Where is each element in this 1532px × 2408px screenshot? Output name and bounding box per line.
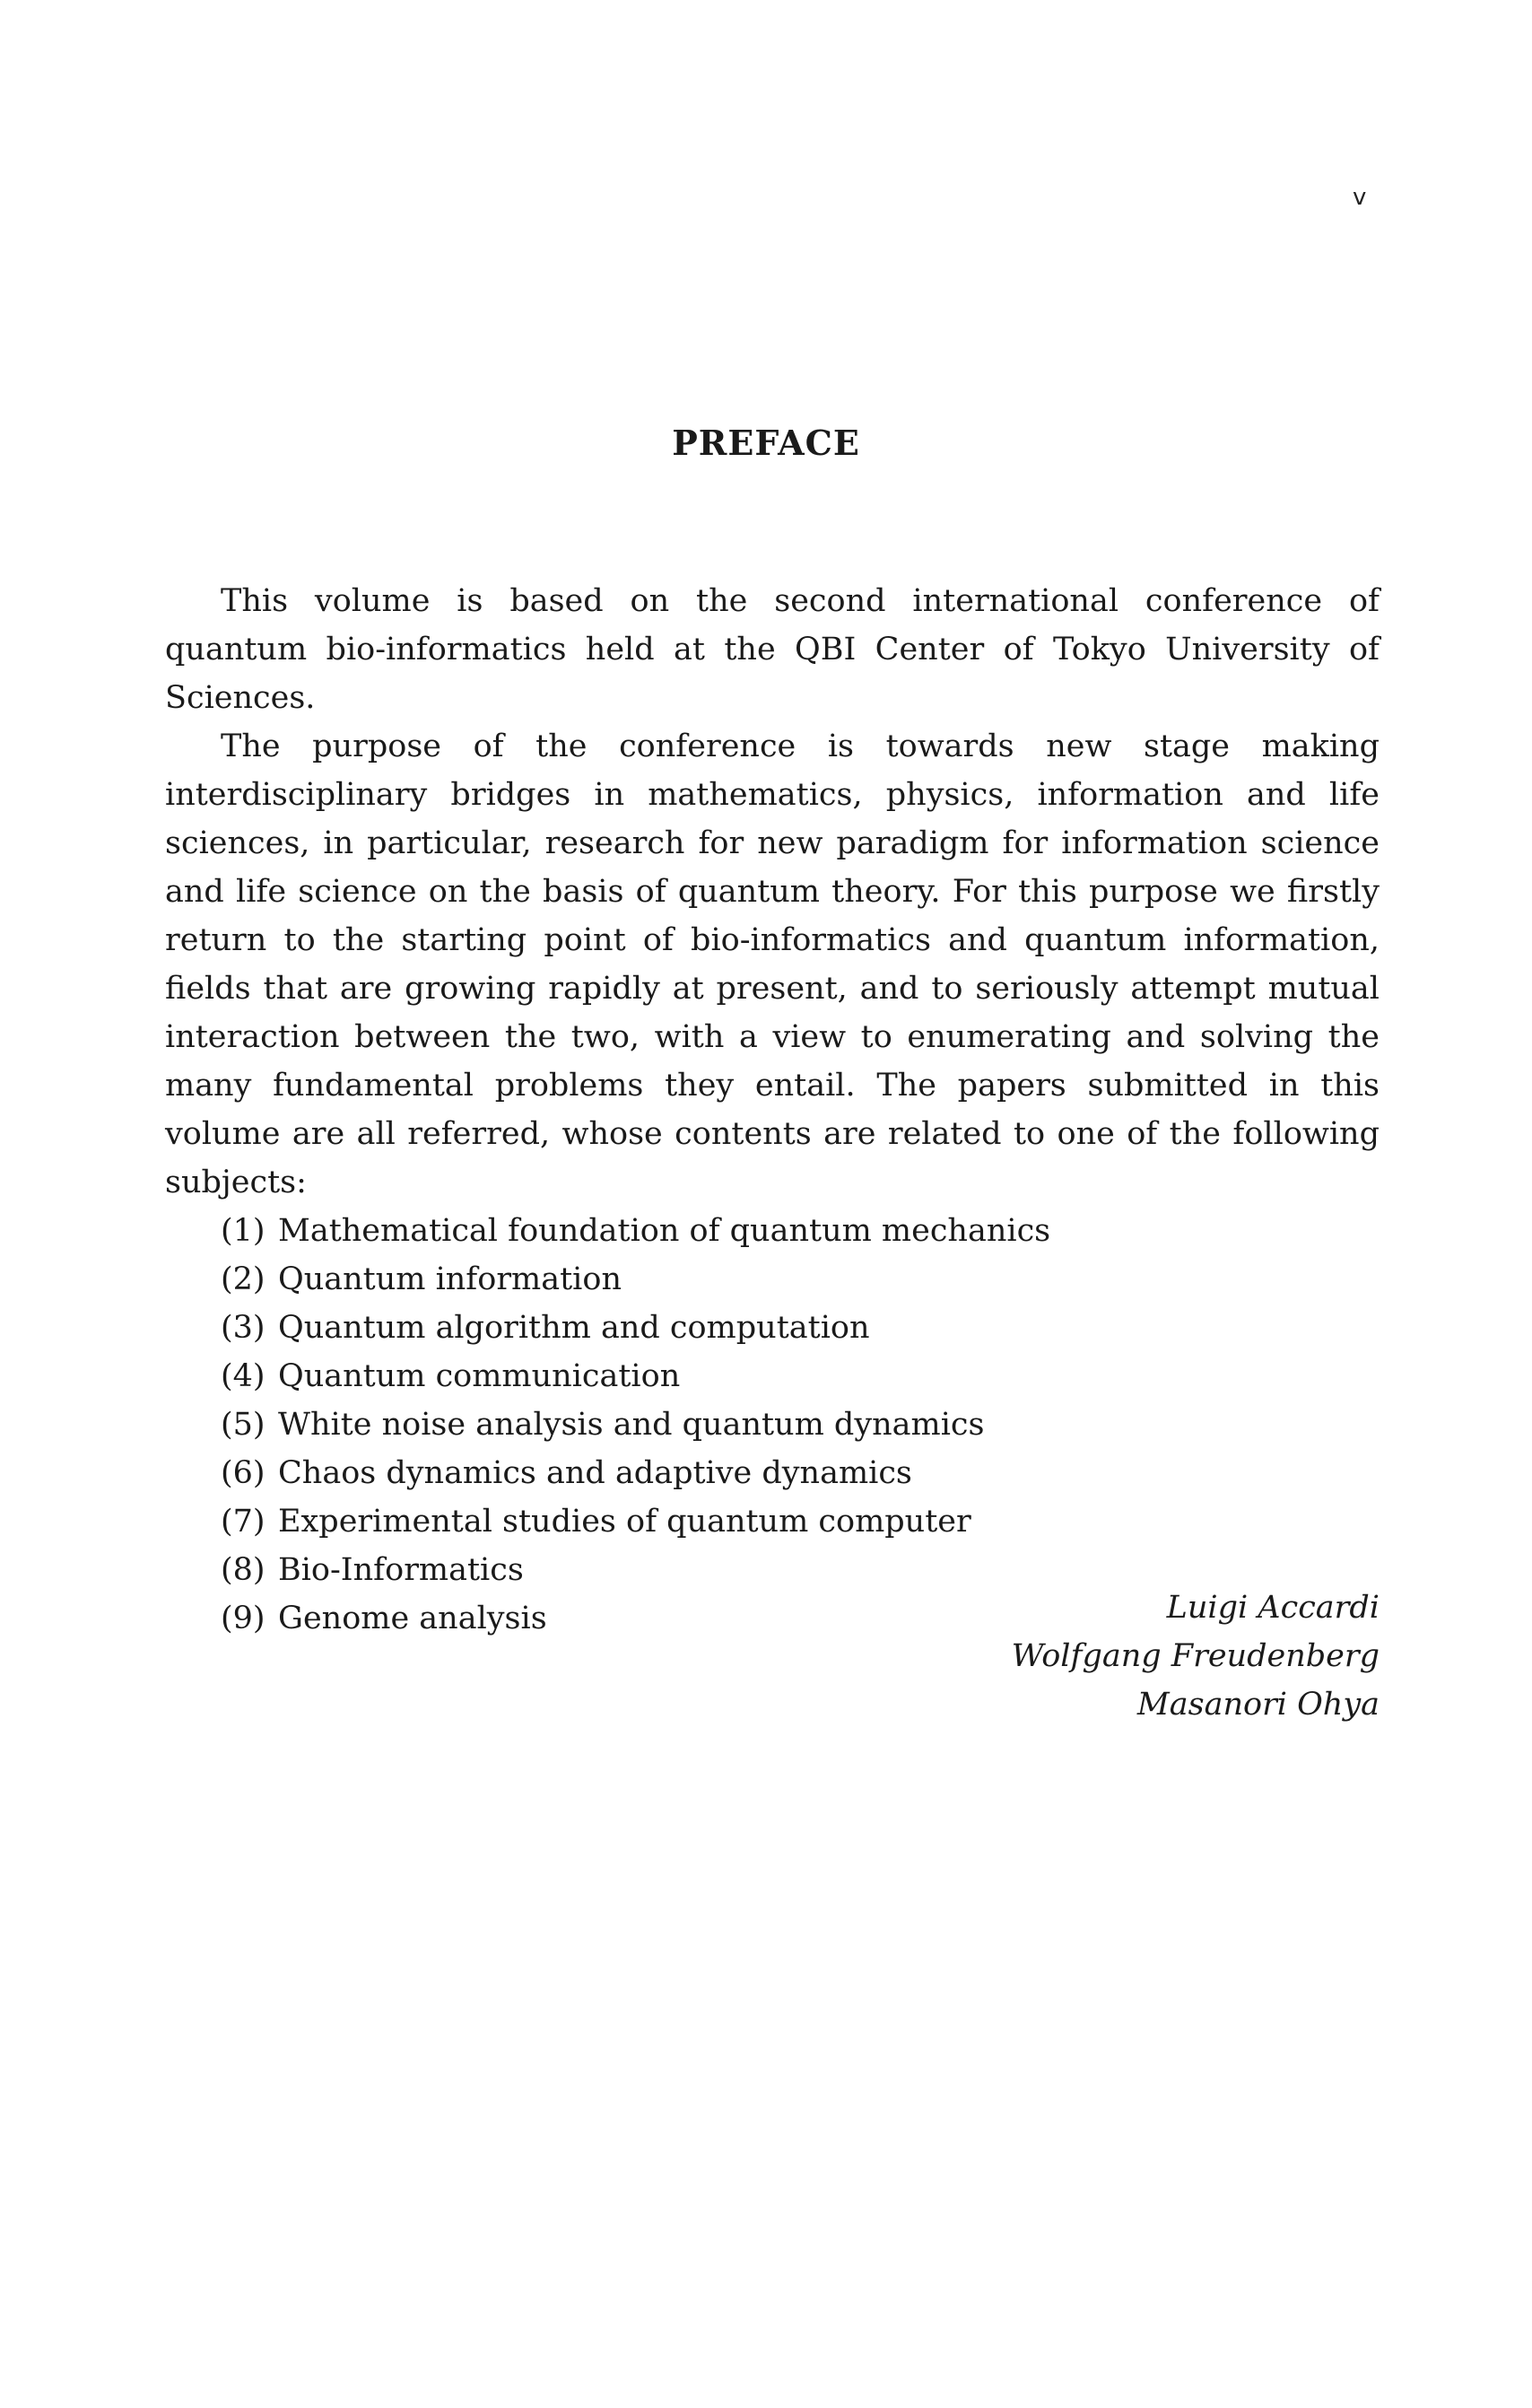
list-item-text: Quantum communication <box>278 1358 681 1394</box>
list-item <box>221 1207 1380 1255</box>
signature-name: Wolfgang Freudenberg <box>1011 1638 1380 1674</box>
list-item <box>221 1497 1380 1546</box>
signature-name: Masanori Ohya <box>1136 1687 1380 1723</box>
signature-name: Luigi Accardi <box>1166 1590 1380 1626</box>
list-item-text: Mathematical foundation of quantum mechanics <box>278 1213 1051 1249</box>
list-item-number: (3) <box>221 1310 265 1346</box>
list-item <box>221 1400 1380 1449</box>
list-item-text: Bio-Informatics <box>278 1552 524 1588</box>
list-item-text: White noise analysis and quantum dynamics <box>278 1407 985 1443</box>
list-item-number: (2) <box>221 1261 265 1297</box>
list-item <box>221 1449 1380 1497</box>
list-item-text: Quantum information <box>278 1261 622 1297</box>
subject-list <box>165 1207 1380 1643</box>
signature-block <box>807 1584 1380 1729</box>
preface-body <box>165 577 1380 1643</box>
list-item <box>221 1352 1380 1400</box>
list-item-number: (4) <box>221 1358 265 1394</box>
list-item <box>221 1255 1380 1304</box>
page-number: v <box>1353 184 1367 211</box>
list-item-text: Quantum algorithm and computation <box>278 1310 870 1346</box>
list-item-number: (7) <box>221 1504 265 1540</box>
page-title: PREFACE <box>672 423 860 464</box>
list-item-text: Chaos dynamics and adaptive dynamics <box>278 1455 912 1491</box>
list-item-number: (1) <box>221 1213 265 1249</box>
paragraph: This volume is based on the second international conference of quantum bio-informatics held at the QBI Center of Tokyo University of Sciences. <box>165 583 1380 716</box>
list-item-text: Genome analysis <box>278 1601 547 1636</box>
list-item-number: (6) <box>221 1455 265 1491</box>
list-item-text: Experimental studies of quantum computer <box>278 1504 971 1540</box>
paragraph: The purpose of the conference is towards new stage making interdisciplinary bridges in mathematics, physics, information and life sciences, in particular, research for new paradigm for information science and life science on the basis of quantum theory. For this purpose we firstly return to the starting point of bio-informatics and quantum information, fields that are growing rapidly at present, and to seriously attempt mutual interaction between the two, with a view to enumerating and solving the many fundamental problems they entail. The papers submitted in this volume are all referred, whose contents are related to one of the following subjects: <box>165 729 1380 1200</box>
list-item-number: (9) <box>221 1601 265 1636</box>
list-item <box>221 1304 1380 1352</box>
list-item-number: (8) <box>221 1552 265 1588</box>
list-item-number: (5) <box>221 1407 265 1443</box>
